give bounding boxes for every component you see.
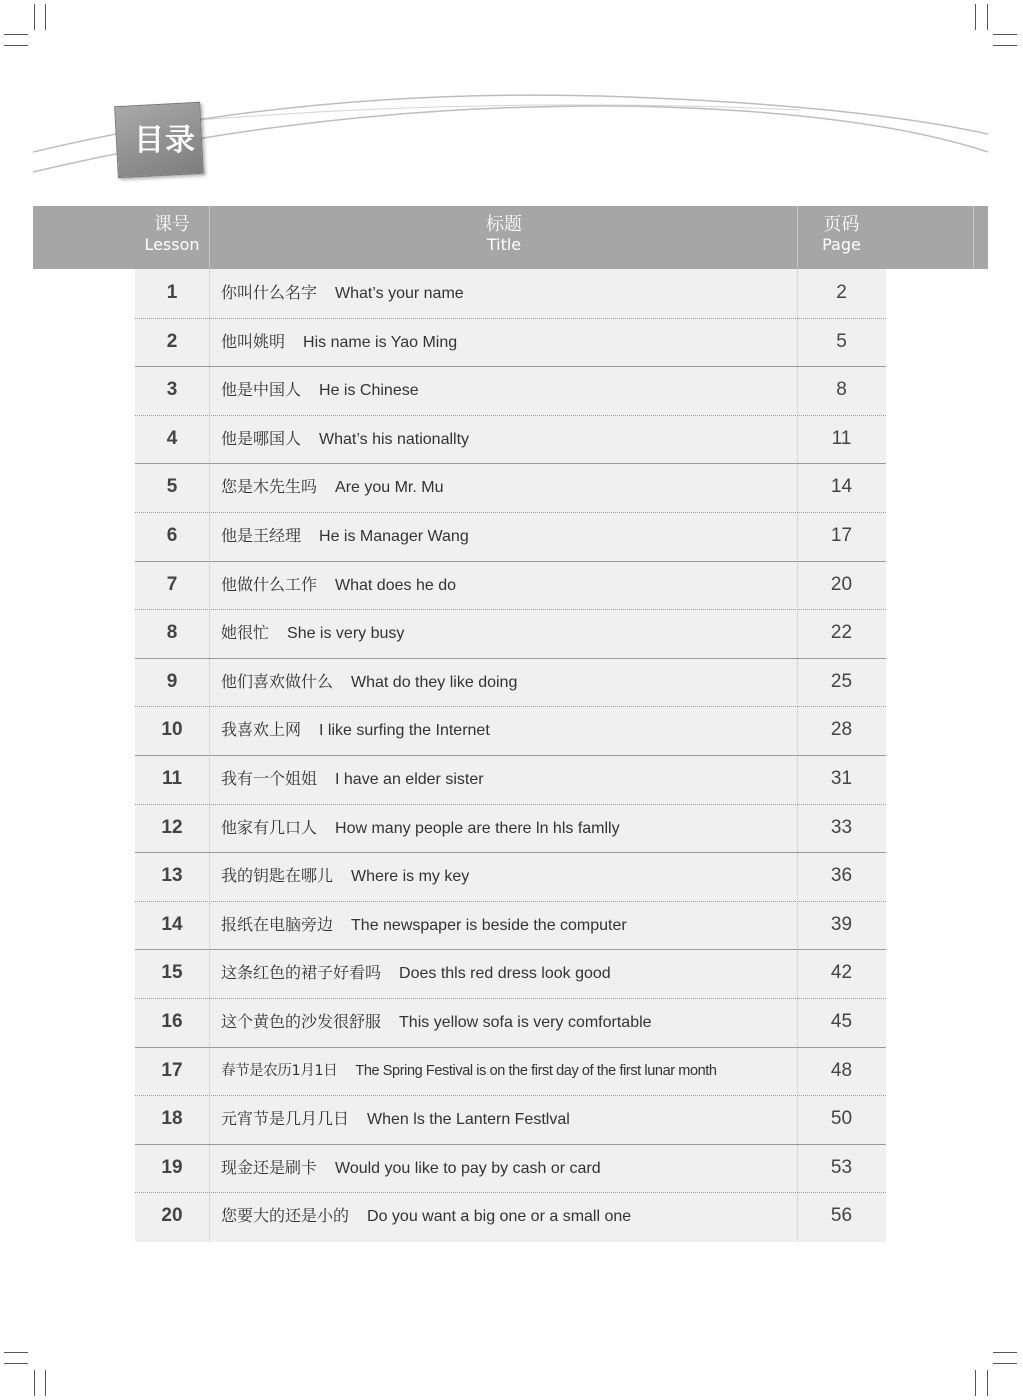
lesson-title bbox=[221, 901, 627, 950]
lesson-title-en: What’s his nationallty bbox=[319, 430, 470, 448]
crop-mark bbox=[993, 1352, 1017, 1353]
lesson-title bbox=[221, 706, 490, 755]
table-row bbox=[135, 1144, 886, 1193]
lesson-title bbox=[221, 269, 464, 318]
crop-mark bbox=[45, 1370, 46, 1396]
lesson-title bbox=[221, 949, 611, 998]
lesson-title-en: When ls the Lantern Festlval bbox=[367, 1111, 570, 1129]
crop-mark bbox=[34, 1370, 35, 1396]
lesson-title-zh: 我的钥匙在哪儿 bbox=[221, 866, 334, 886]
lesson-number: 4 bbox=[166, 427, 178, 449]
table-row bbox=[135, 901, 886, 950]
lesson-number: 12 bbox=[161, 816, 183, 838]
lesson-title-en: Does thls red dress look good bbox=[399, 965, 611, 983]
lesson-title-en: Are you Mr. Mu bbox=[335, 479, 444, 497]
lesson-title bbox=[221, 512, 469, 561]
table-row bbox=[135, 852, 886, 901]
page-number: 56 bbox=[830, 1205, 853, 1227]
header-title-en: Title bbox=[486, 235, 522, 254]
table-row bbox=[135, 269, 886, 318]
lesson-title-zh: 春节是农历1月1日 bbox=[221, 1062, 338, 1079]
lesson-number: 20 bbox=[161, 1205, 183, 1227]
table-row bbox=[135, 609, 886, 658]
table-row bbox=[135, 366, 886, 415]
lesson-title-zh: 您是木先生吗 bbox=[221, 477, 318, 497]
lesson-number: 1 bbox=[166, 282, 178, 303]
lesson-title bbox=[221, 1144, 601, 1193]
header-title bbox=[210, 206, 798, 269]
page-number: 5 bbox=[836, 330, 847, 352]
lesson-title bbox=[221, 852, 469, 901]
page-number: 50 bbox=[830, 1108, 853, 1130]
page-number: 8 bbox=[836, 379, 847, 401]
lesson-title-zh: 现金还是刷卡 bbox=[221, 1157, 318, 1177]
header-page bbox=[798, 206, 885, 269]
table-row bbox=[135, 804, 886, 853]
table-row bbox=[135, 658, 886, 707]
lesson-number: 14 bbox=[161, 913, 183, 935]
lesson-title-zh: 您要大的还是小的 bbox=[221, 1206, 350, 1226]
page-number: 25 bbox=[830, 670, 853, 692]
lesson-title-zh: 他是王经理 bbox=[221, 526, 302, 545]
page-number: 45 bbox=[830, 1011, 853, 1032]
page-number: 36 bbox=[830, 865, 853, 887]
table-row bbox=[135, 1047, 886, 1096]
lesson-number: 11 bbox=[161, 768, 183, 789]
table-row bbox=[135, 949, 886, 998]
lesson-title-zh: 他们喜欢做什么 bbox=[221, 671, 334, 691]
page-number: 31 bbox=[830, 768, 853, 789]
contents-table bbox=[135, 269, 886, 1242]
lesson-title bbox=[221, 804, 620, 853]
table-header bbox=[33, 206, 988, 269]
lesson-number: 16 bbox=[161, 1011, 183, 1032]
lesson-title bbox=[221, 463, 444, 512]
header-lesson-en: Lesson bbox=[144, 235, 200, 254]
table-row bbox=[135, 706, 886, 755]
table-row bbox=[135, 512, 886, 561]
lesson-title-en: He is Chinese bbox=[319, 382, 419, 400]
lesson-title-en: He is Manager Wang bbox=[319, 528, 469, 545]
table-row bbox=[135, 1095, 886, 1144]
lesson-number: 15 bbox=[161, 962, 183, 984]
lesson-title-zh: 他是哪国人 bbox=[221, 428, 302, 448]
header-page-zh: 页码 bbox=[823, 214, 860, 235]
table-row bbox=[135, 463, 886, 512]
lesson-title-en: I have an elder sister bbox=[335, 771, 484, 788]
header-lesson bbox=[135, 206, 209, 269]
lesson-title-en: His name is Yao Ming bbox=[303, 333, 458, 351]
lesson-title bbox=[221, 561, 456, 610]
column-divider bbox=[973, 206, 974, 269]
lesson-number: 17 bbox=[161, 1059, 183, 1081]
lesson-title-en: The newspaper is beside the computer bbox=[351, 916, 627, 934]
crop-mark bbox=[987, 1370, 988, 1396]
page-number: 39 bbox=[830, 913, 853, 935]
page-number: 14 bbox=[830, 476, 853, 498]
crop-mark bbox=[4, 1352, 28, 1353]
lesson-title-zh: 他做什么工作 bbox=[221, 574, 318, 594]
lesson-title-zh: 这条红色的裙子好看吗 bbox=[221, 963, 382, 983]
table-row bbox=[135, 318, 886, 367]
table-row bbox=[135, 1192, 886, 1241]
lesson-title bbox=[221, 755, 484, 804]
lesson-title-en: I like surfing the Internet bbox=[319, 722, 490, 740]
crop-mark bbox=[975, 1370, 976, 1396]
page-number: 53 bbox=[830, 1156, 853, 1178]
table-row bbox=[135, 415, 886, 464]
lesson-title-zh: 这个黄色的沙发很舒服 bbox=[221, 1012, 382, 1031]
lesson-title-zh: 她很忙 bbox=[221, 623, 270, 643]
lesson-number: 10 bbox=[161, 719, 183, 741]
lesson-title bbox=[221, 318, 457, 367]
page-number: 20 bbox=[830, 573, 853, 595]
page-number: 22 bbox=[830, 622, 853, 644]
lesson-title-en: Would you like to pay by cash or card bbox=[335, 1159, 601, 1177]
page-number: 11 bbox=[831, 427, 852, 449]
lesson-title-zh: 元宵节是几月几日 bbox=[221, 1109, 350, 1129]
lesson-number: 6 bbox=[166, 525, 178, 546]
page-number: 28 bbox=[830, 719, 853, 741]
lesson-number: 19 bbox=[161, 1156, 183, 1178]
lesson-number: 8 bbox=[166, 622, 178, 644]
header-title-zh: 标题 bbox=[486, 214, 522, 235]
header-page-en: Page bbox=[822, 235, 861, 254]
lesson-title bbox=[221, 1095, 570, 1144]
page-number: 48 bbox=[830, 1059, 853, 1081]
lesson-title bbox=[221, 1047, 717, 1096]
header-lesson-zh: 课号 bbox=[154, 214, 190, 235]
crop-mark bbox=[4, 1363, 28, 1364]
lesson-number: 2 bbox=[166, 330, 178, 352]
lesson-title-en: This yellow sofa is very comfortable bbox=[399, 1014, 652, 1031]
table-row bbox=[135, 561, 886, 610]
lesson-title-en: Do you want a big one or a small one bbox=[367, 1208, 632, 1226]
lesson-title bbox=[221, 415, 469, 464]
lesson-title-en: What does he do bbox=[335, 576, 456, 594]
lesson-title bbox=[221, 366, 419, 415]
lesson-title-zh: 他叫姚明 bbox=[221, 331, 286, 351]
lesson-title bbox=[221, 998, 652, 1047]
lesson-title bbox=[221, 1192, 631, 1241]
lesson-title-zh: 我有一个姐姐 bbox=[221, 769, 318, 788]
crop-mark bbox=[993, 1363, 1017, 1364]
page-number: 42 bbox=[830, 962, 853, 984]
page-number: 17 bbox=[830, 525, 853, 546]
page-title: 目录 bbox=[134, 123, 196, 158]
table-row bbox=[135, 755, 886, 804]
lesson-title-en: She is very busy bbox=[287, 625, 405, 643]
lesson-title bbox=[221, 658, 517, 707]
table-row bbox=[135, 998, 886, 1047]
lesson-title-zh: 你叫什么名字 bbox=[221, 283, 318, 302]
lesson-title-en: Where is my key bbox=[351, 868, 470, 886]
lesson-number: 3 bbox=[166, 379, 178, 401]
lesson-number: 18 bbox=[161, 1108, 183, 1130]
page-number: 33 bbox=[830, 816, 853, 838]
lesson-title-en: What’s your name bbox=[335, 285, 464, 302]
lesson-number: 9 bbox=[166, 670, 178, 692]
lesson-number: 7 bbox=[166, 573, 178, 595]
lesson-title-en: What do they like doing bbox=[351, 673, 518, 691]
lesson-title-en: The Spring Festival is on the first day of the first lunar month bbox=[355, 1062, 717, 1079]
lesson-number: 13 bbox=[161, 865, 183, 887]
page-number: 2 bbox=[836, 282, 847, 303]
column-divider bbox=[209, 206, 210, 269]
lesson-title-zh: 他家有几口人 bbox=[221, 817, 318, 837]
lesson-number: 5 bbox=[166, 476, 178, 498]
column-divider bbox=[797, 206, 798, 269]
lesson-title-zh: 报纸在电脑旁边 bbox=[221, 914, 334, 934]
lesson-title-en: How many people are there ln hls famlly bbox=[335, 819, 620, 837]
lesson-title-zh: 他是中国人 bbox=[221, 380, 302, 400]
lesson-title-zh: 我喜欢上网 bbox=[221, 720, 302, 740]
lesson-title bbox=[221, 609, 404, 658]
